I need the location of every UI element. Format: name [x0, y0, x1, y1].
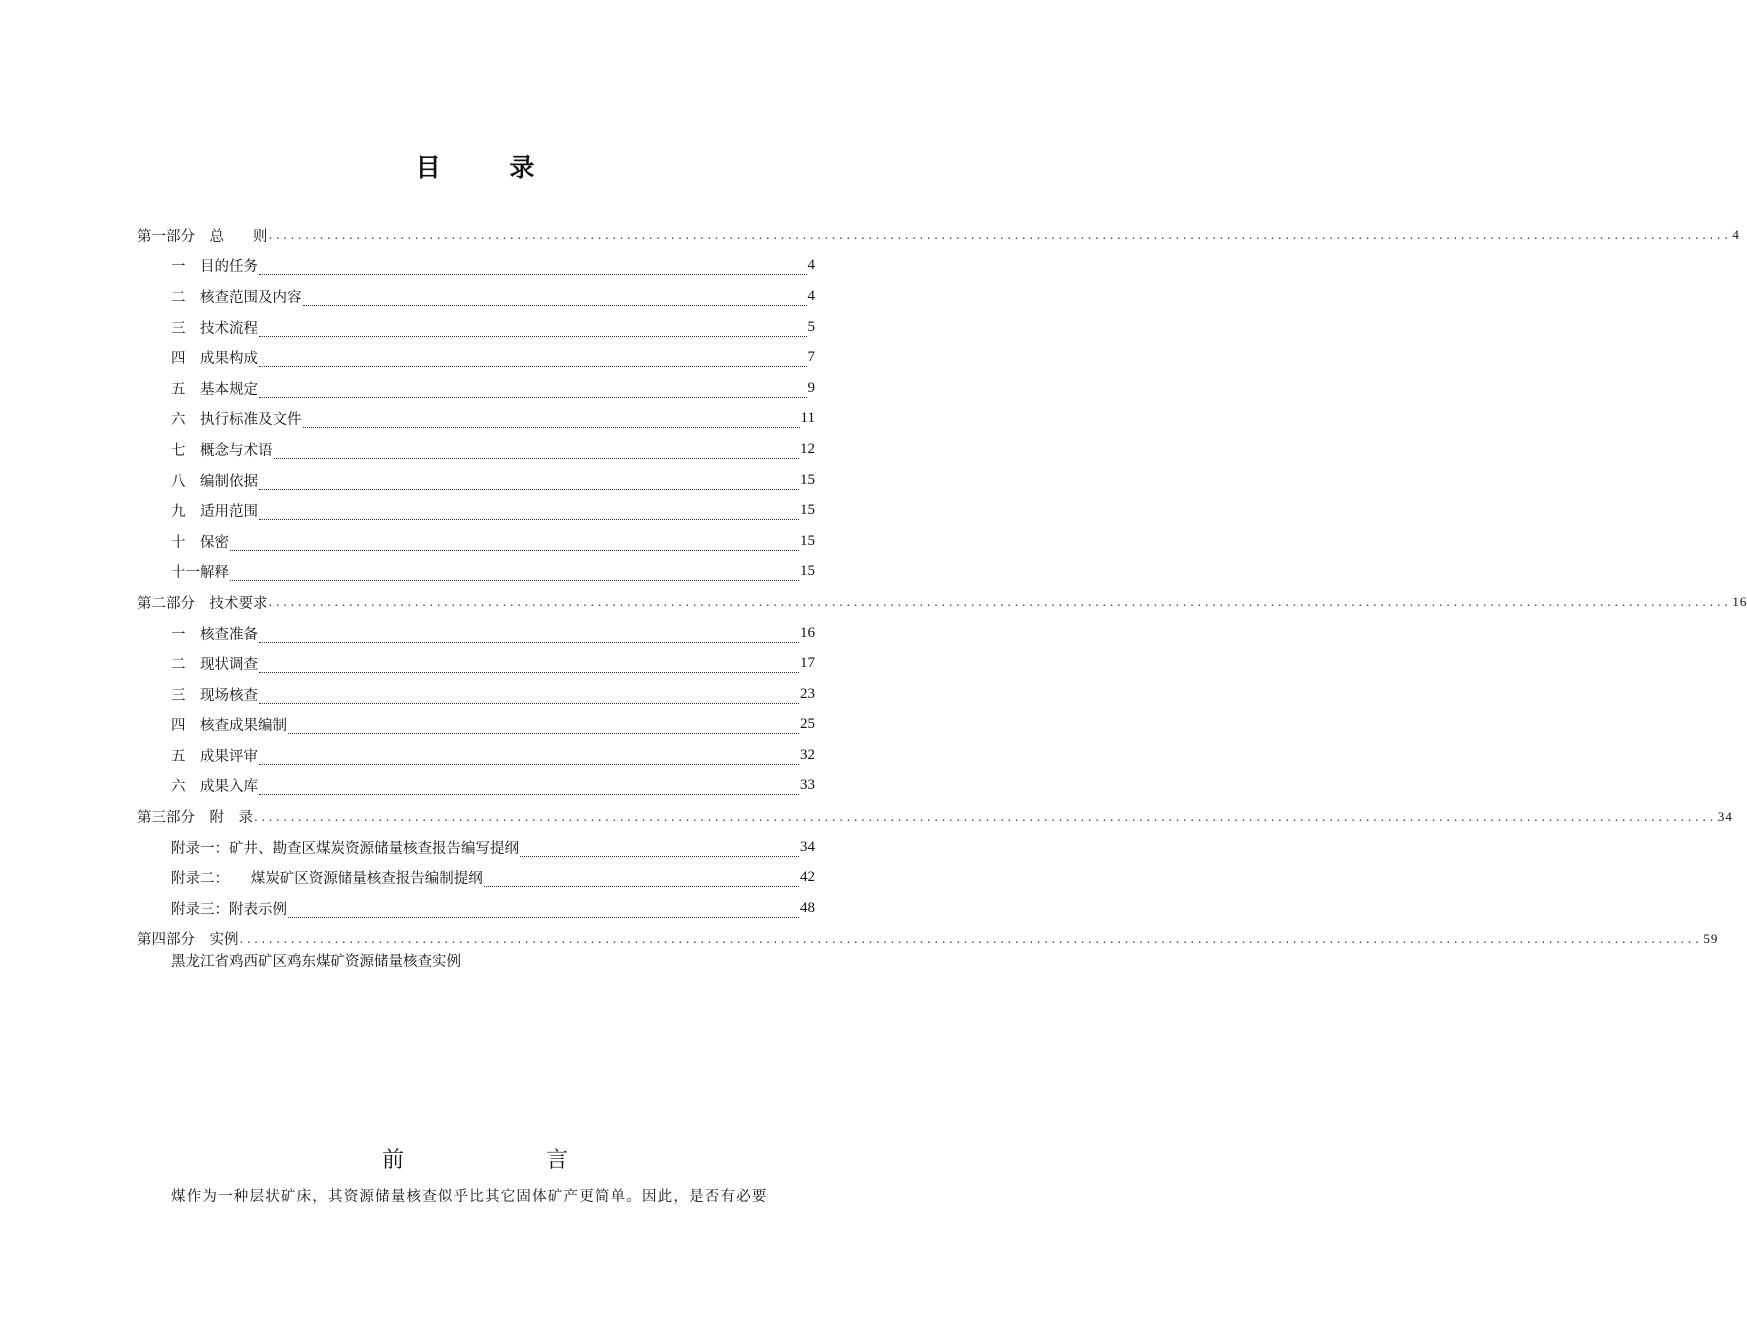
toc-item-entry[interactable]: [137, 251, 815, 282]
toc-leader-dots: [259, 264, 807, 275]
toc-item-entry[interactable]: [137, 710, 815, 741]
toc-page-number: 23: [800, 685, 815, 702]
toc-page-number: 32: [800, 746, 815, 763]
toc-page-number: 4: [1732, 227, 1740, 243]
toc-page-number: 4: [807, 287, 815, 304]
toc-page-number: 9: [807, 379, 815, 396]
toc-page-number: 12: [800, 440, 815, 457]
toc-entry-title: 第三部分 附 录: [137, 810, 253, 827]
toc-page-number: 34: [1717, 808, 1733, 824]
toc-leader-dots: [259, 509, 799, 520]
toc-item-entry[interactable]: [137, 465, 815, 496]
toc-leader-dots: [230, 540, 799, 551]
toc-entry-title: 七 概念与术语: [171, 442, 273, 459]
toc-item-entry[interactable]: [137, 557, 815, 588]
toc-leader-dots: ........................................................................................................................................................................................................: [239, 931, 1703, 946]
toc-entry-title: 第四部分 实例: [137, 932, 239, 949]
toc-item-entry[interactable]: [137, 434, 815, 465]
toc-page-number: 16: [800, 624, 815, 641]
preface-title: 前 言: [381, 1148, 628, 1173]
toc-entry-title: 十一解释: [171, 565, 229, 582]
toc-item-entry[interactable]: [137, 312, 815, 343]
preface-first-line: 煤作为一种层状矿床，其资源储量核查似乎比其它固体矿产更简单。因此，是否有必要: [171, 1189, 768, 1205]
toc-entry-title: 六 成果入库: [171, 779, 258, 796]
toc-leader-dots: [259, 662, 799, 673]
toc-page-number: 15: [800, 532, 815, 549]
toc-page-number: 59: [1703, 930, 1719, 946]
toc-item-entry[interactable]: [137, 495, 815, 526]
toc-entry-title: 五 基本规定: [171, 381, 258, 398]
toc-leader-dots: [259, 784, 799, 795]
toc-entry-title: 四 核查成果编制: [171, 718, 287, 735]
toc-item-entry[interactable]: [137, 648, 815, 679]
toc-leader-dots: [303, 295, 807, 306]
toc-entry-title: 十 保密: [171, 534, 229, 551]
toc-leader-dots: [484, 876, 799, 887]
toc-leader-dots: [303, 417, 800, 428]
toc-leader-dots: ........................................................................................................................................................................................................: [268, 595, 1732, 610]
toc-entry-title: 三 现场核查: [171, 687, 258, 704]
toc-page-number: 11: [800, 410, 815, 427]
toc-page-number: 15: [800, 471, 815, 488]
toc-page-number: 17: [800, 655, 815, 672]
toc-item-entry[interactable]: [137, 373, 815, 404]
toc-entry-title: 附录三：附表示例: [171, 901, 287, 918]
toc-leader-dots: [274, 448, 800, 459]
toc-entry-title: 三 技术流程: [171, 320, 258, 337]
toc-leader-dots: [259, 326, 807, 337]
toc-entry-title: 一 核查准备: [171, 626, 258, 643]
toc-leader-dots: [288, 907, 799, 918]
toc-leader-dots: [259, 387, 807, 398]
toc-entry-title: 一 目的任务: [171, 259, 258, 276]
toc-item-entry[interactable]: [137, 771, 815, 802]
toc-entry-title: 附录二： 煤炭矿区资源储量核查报告编制提纲: [171, 871, 483, 888]
toc-entry-title: 六 执行标准及文件: [171, 412, 302, 429]
toc-item-entry[interactable]: [137, 281, 815, 312]
toc-title: 目 录: [415, 153, 565, 182]
toc-item-entry[interactable]: [137, 832, 815, 863]
table-of-contents: [137, 220, 1747, 954]
toc-leader-dots: [259, 754, 799, 765]
toc-page-number: 42: [800, 869, 815, 886]
toc-entry-title: 五 成果评审: [171, 748, 258, 765]
toc-item-entry[interactable]: [137, 526, 815, 557]
toc-page-number: 5: [807, 318, 815, 335]
toc-page-number: 25: [800, 716, 815, 733]
toc-leader-dots: [259, 356, 807, 367]
toc-entry-title: 八 编制依据: [171, 473, 258, 490]
toc-leader-dots: [288, 723, 799, 734]
toc-item-entry[interactable]: [137, 679, 815, 710]
toc-leader-dots: [520, 846, 799, 857]
toc-leader-dots: [259, 632, 799, 643]
toc-entry-title: 四 成果构成: [171, 351, 258, 368]
toc-item-entry[interactable]: [137, 893, 815, 924]
toc-page-number: 48: [800, 899, 815, 916]
toc-page-number: 15: [800, 563, 815, 580]
toc-part-entry[interactable]: [137, 220, 1740, 251]
toc-entry-title: 附录一：矿井、勘查区煤炭资源储量核查报告编写提纲: [171, 840, 519, 857]
toc-item-entry[interactable]: [137, 618, 815, 649]
toc-leader-dots: ........................................................................................................................................................................................................: [268, 228, 1732, 243]
toc-leader-dots: [259, 693, 799, 704]
toc-page-number: 7: [807, 349, 815, 366]
toc-entry-title: 二 现状调查: [171, 657, 258, 674]
toc-page-number: 16: [1732, 594, 1747, 610]
toc-entry-title: 第二部分 技术要求: [137, 595, 268, 612]
toc-entry-title: 第一部分 总 则: [137, 228, 268, 245]
toc-leader-dots: [230, 570, 799, 581]
toc-part-entry[interactable]: [137, 587, 1747, 618]
toc-item-entry[interactable]: [137, 342, 815, 373]
toc-page-number: 33: [800, 777, 815, 794]
toc-example-line: 黑龙江省鸡西矿区鸡东煤矿资源储量核查实例: [171, 954, 461, 970]
toc-entry-title: 九 适用范围: [171, 504, 258, 521]
toc-item-entry[interactable]: [137, 740, 815, 771]
toc-item-entry[interactable]: [137, 862, 815, 893]
toc-page-number: 4: [807, 257, 815, 274]
toc-page-number: 15: [800, 502, 815, 519]
toc-leader-dots: ........................................................................................................................................................................................................: [254, 809, 1717, 824]
toc-entry-title: 二 核查范围及内容: [171, 289, 302, 306]
toc-page-number: 34: [800, 838, 815, 855]
toc-item-entry[interactable]: [137, 404, 815, 435]
toc-part-entry[interactable]: [137, 801, 1733, 832]
toc-leader-dots: [259, 479, 799, 490]
